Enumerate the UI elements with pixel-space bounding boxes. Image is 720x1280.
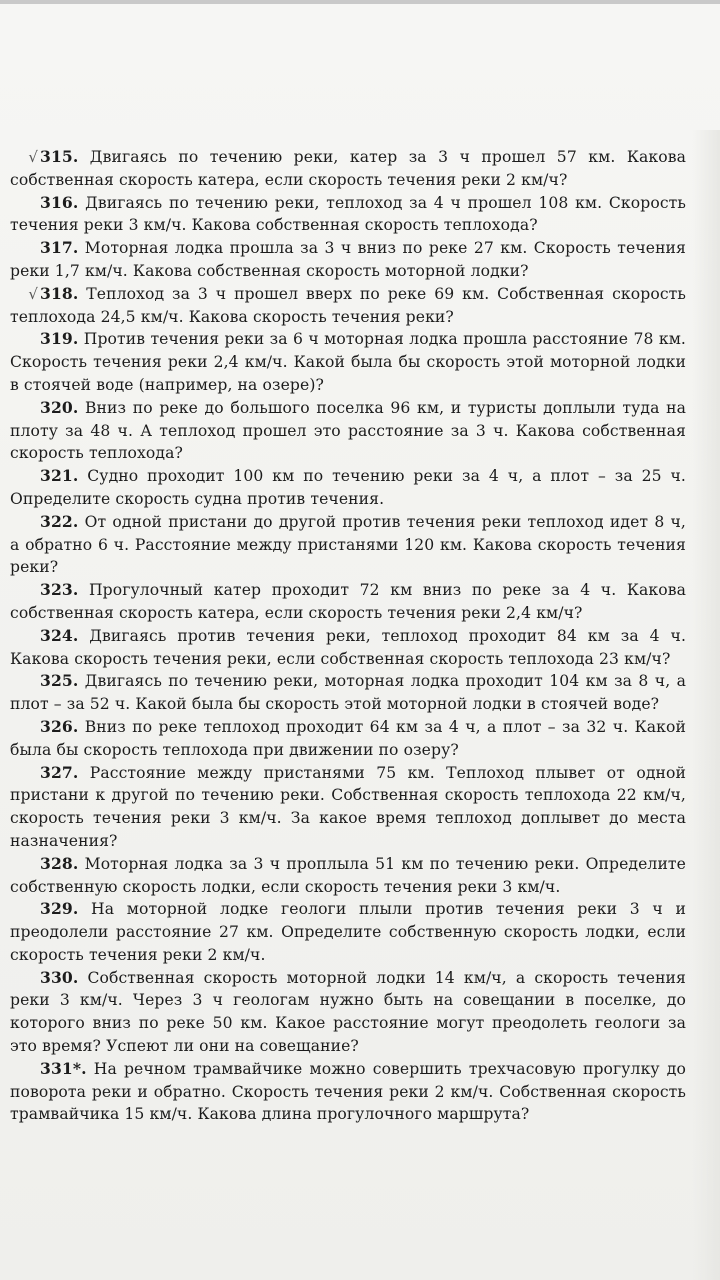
check-mark: √ (28, 284, 38, 303)
problem-text: Против течения реки за 6 ч моторная лодка прошла расстояние 78 км. Скорость течения реки 2,4 км/ч. Какой была бы скорость этой моторной лодки в стоячей воде (например, на озере)? (10, 330, 686, 394)
problem-text: Двигаясь по течению реки, теплоход за 4 ч прошел 108 км. Скорость течения реки 3 км/ч. Какова собственная скорость теплохода? (10, 193, 686, 235)
problem-331 (10, 1058, 686, 1126)
problem-315 (10, 146, 686, 192)
problem-328 (10, 853, 686, 899)
problem-text: Собственная скорость моторной лодки 14 км/ч, а скорость течения реки 3 км/ч. Через 3 ч геологам нужно быть на совещании в поселке, до которого вниз по реке 50 км. Какое расстояние могут преодолеть геологи за это время? Успеют ли они на совещание? (10, 968, 686, 1056)
problem-number: 331*. (40, 1058, 87, 1078)
problem-text: На речном трамвайчике можно совершить трехчасовую прогулку до поворота реки и обратно. Скорость течения реки 2 км/ч. Собственная скорость трамвайчика 15 км/ч. Какова длина прогулочного маршрута? (10, 1059, 686, 1124)
problem-321 (10, 465, 686, 511)
problem-list (10, 146, 686, 1126)
problem-number: 316. (40, 192, 79, 212)
problem-323 (10, 579, 686, 625)
problem-322 (10, 511, 686, 579)
problem-number: 330. (40, 967, 79, 987)
problem-text: Двигаясь по течению реки, катер за 3 ч прошел 57 км. Какова собственная скорость катера, если скорость течения реки 2 км/ч? (10, 148, 686, 189)
problem-330 (10, 967, 686, 1058)
problem-text: Двигаясь по течению реки, моторная лодка проходит 104 км за 8 ч, а плот – за 52 ч. Какой была бы скорость этой моторной лодки в стоячей воде? (10, 672, 686, 714)
problem-326 (10, 716, 686, 762)
problem-text: Двигаясь против течения реки, теплоход проходит 84 км за 4 ч. Какова скорость течения реки, если собственная скорость теплохода 23 км/ч? (10, 626, 686, 668)
problem-text: Моторная лодка прошла за 3 ч вниз по реке 27 км. Скорость течения реки 1,7 км/ч. Какова собственная скорость моторной лодки? (10, 239, 686, 280)
problem-number: 326. (40, 716, 79, 736)
problem-text: От одной пристани до другой против течения реки теплоход идет 8 ч, а обратно 6 ч. Расстояние между пристанями 120 км. Какова скорость течения реки? (10, 512, 686, 577)
problem-number: 329. (40, 899, 79, 919)
problem-319 (10, 328, 686, 396)
problem-320 (10, 397, 686, 465)
problem-text: Вниз по реке до большого поселка 96 км, и туристы доплыли туда на плоту за 48 ч. А теплоход прошел это расстояние за 3 ч. Какова собственная скорость теплохода? (10, 398, 686, 463)
problem-325 (10, 670, 686, 716)
problem-317 (10, 237, 686, 283)
problem-316 (10, 192, 686, 238)
problem-number: 325. (40, 671, 79, 691)
problem-text: Моторная лодка за 3 ч проплыла 51 км по течению реки. Определите собственную скорость лодки, если скорость течения реки 3 км/ч. (10, 854, 686, 896)
problem-text: Расстояние между пристанями 75 км. Теплоход плывет от одной пристани к другой по течению реки. Собственная скорость теплохода 22 км/ч, скорость течения реки 3 км/ч. За какое время теплоход доплывет до места назначения? (10, 763, 686, 850)
problem-318 (10, 283, 686, 329)
problem-number: 315. (40, 147, 79, 166)
problem-number: 327. (40, 762, 79, 782)
problem-number: 323. (40, 580, 79, 600)
problem-number: 328. (40, 853, 79, 873)
problem-text: Теплоход за 3 ч прошел вверх по реке 69 км. Собственная скорость теплохода 24,5 км/ч. Какова скорость течения реки? (10, 284, 686, 326)
problem-number: 322. (40, 511, 79, 531)
check-mark: √ (28, 148, 38, 166)
problem-number: 321. (40, 466, 79, 486)
problem-number: 320. (40, 397, 79, 417)
problem-327 (10, 762, 686, 853)
problem-number: 318. (40, 283, 79, 303)
page-side-shadow (692, 130, 720, 1280)
problem-text: На моторной лодке геологи плыли против течения реки 3 ч и преодолели расстояние 27 км. Определите собственную скорость лодки, если скорость течения реки 2 км/ч. (10, 900, 686, 964)
problem-text: Судно проходит 100 км по течению реки за 4 ч, а плот – за 25 ч. Определите скорость судна против течения. (10, 467, 686, 508)
problem-text: Вниз по реке теплоход проходит 64 км за 4 ч, а плот – за 32 ч. Какой была бы скорость теплохода при движении по озеру? (10, 717, 686, 759)
page-top-edge (0, 0, 720, 4)
problem-text: Прогулочный катер проходит 72 км вниз по реке за 4 ч. Какова собственная скорость катера, если скорость течения реки 2,4 км/ч? (10, 581, 686, 622)
problem-number: 319. (40, 329, 79, 349)
problem-324 (10, 625, 686, 671)
problem-number: 317. (40, 238, 79, 258)
problem-number: 324. (40, 625, 79, 645)
problem-329 (10, 898, 686, 966)
